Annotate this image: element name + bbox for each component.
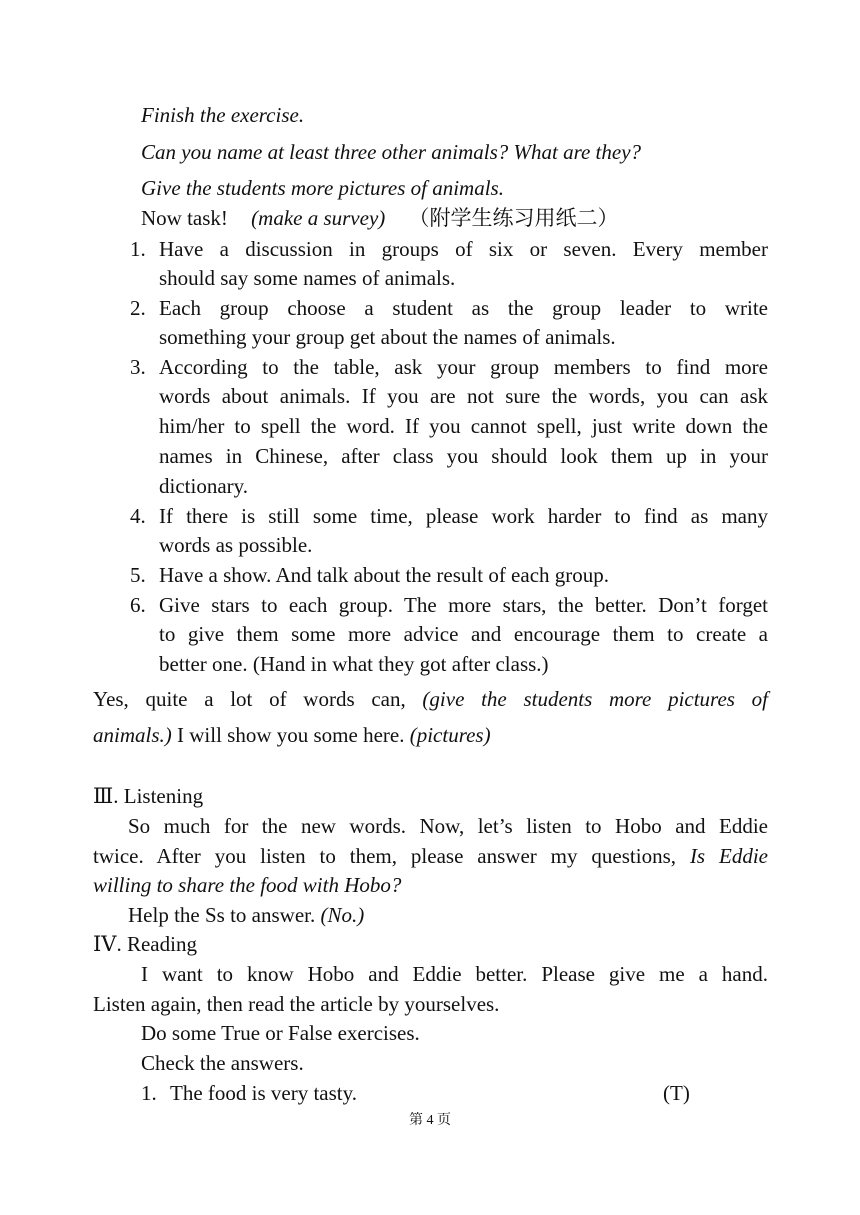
yes-text: Yes, quite a lot of words can, — [93, 687, 406, 711]
step-text: Have a show. And talk about the result of each group. — [159, 563, 610, 587]
finish-exercise-line: Finish the exercise. — [141, 103, 305, 127]
step-number: 2. — [130, 296, 146, 320]
listening-line-1: So much for the new words. Now, let’s listen to Hobo and Eddie — [128, 814, 768, 838]
step-number: 5. — [130, 563, 146, 587]
yes-paragraph-line-1 — [93, 689, 768, 710]
listening-heading: Ⅲ. Listening — [93, 784, 204, 808]
reading-item-answer: (T) — [663, 1081, 690, 1105]
step-text: If there is still some time, please work harder to find as many — [159, 504, 768, 528]
step-text: better one. (Hand in what they got after class.) — [159, 652, 549, 676]
step-text: to give them some more advice and encourage them to create a — [159, 622, 768, 646]
step-text: should say some names of animals. — [159, 266, 456, 290]
step-text: Give stars to each group. The more stars, the better. Don’t forget — [159, 593, 768, 617]
reading-line-1: I want to know Hobo and Eddie better. Please give me a hand. — [141, 962, 768, 986]
yes-italic-text: (give the students more pictures of — [422, 687, 768, 711]
reading-item-number: 1. — [141, 1081, 157, 1105]
step-text: Have a discussion in groups of six or seven. Every member — [159, 237, 768, 261]
reading-item-text: The food is very tasty. — [170, 1081, 358, 1105]
task-line — [141, 208, 619, 229]
yes-paragraph-line-2 — [93, 725, 491, 746]
task-attachment: （附学生练习用纸二） — [408, 206, 619, 230]
step-number: 6. — [130, 593, 146, 617]
listening-text: twice. After you listen to them, please answer my questions, — [93, 844, 677, 868]
step-text: words about animals. If you are not sure the words, you can ask — [159, 384, 768, 408]
step-number: 1. — [130, 237, 146, 261]
yes-italic-text: (pictures) — [409, 723, 491, 747]
help-text: Help the Ss to answer. — [128, 903, 321, 927]
step-text: According to the table, ask your group members to find more — [159, 355, 768, 379]
reading-line-3: Do some True or False exercises. — [141, 1021, 420, 1045]
step-text: him/her to spell the word. If you cannot spell, just write down the — [159, 414, 768, 438]
listening-italic-text: Is Eddie — [689, 844, 768, 868]
task-label: Now task! — [141, 206, 228, 230]
reading-line-2: Listen again, then read the article by yourselves. — [93, 992, 500, 1016]
reading-heading: ⅠⅤ. Reading — [93, 932, 197, 956]
listening-line-3: willing to share the food with Hobo? — [93, 873, 402, 897]
step-number: 4. — [130, 504, 146, 528]
yes-text: I will show you some here. — [171, 723, 410, 747]
listening-help-line — [128, 905, 364, 926]
step-text: words as possible. — [159, 533, 313, 557]
step-text: dictionary. — [159, 474, 249, 498]
question-line: Can you name at least three other animals? What are they? — [141, 140, 642, 164]
help-italic-text: (No.) — [320, 903, 365, 927]
step-text: names in Chinese, after class you should look them up in your — [159, 444, 768, 468]
listening-line-2 — [93, 846, 768, 867]
step-text: Each group choose a student as the group leader to write — [159, 296, 768, 320]
task-note: (make a survey) — [251, 206, 386, 230]
give-pictures-line: Give the students more pictures of animals. — [141, 176, 504, 200]
reading-line-4: Check the answers. — [141, 1051, 304, 1075]
yes-italic-text: animals.) — [93, 723, 172, 747]
step-number: 3. — [130, 355, 146, 379]
step-text: something your group get about the names of animals. — [159, 325, 616, 349]
page-footer: 第 4 页 — [409, 1113, 451, 1128]
